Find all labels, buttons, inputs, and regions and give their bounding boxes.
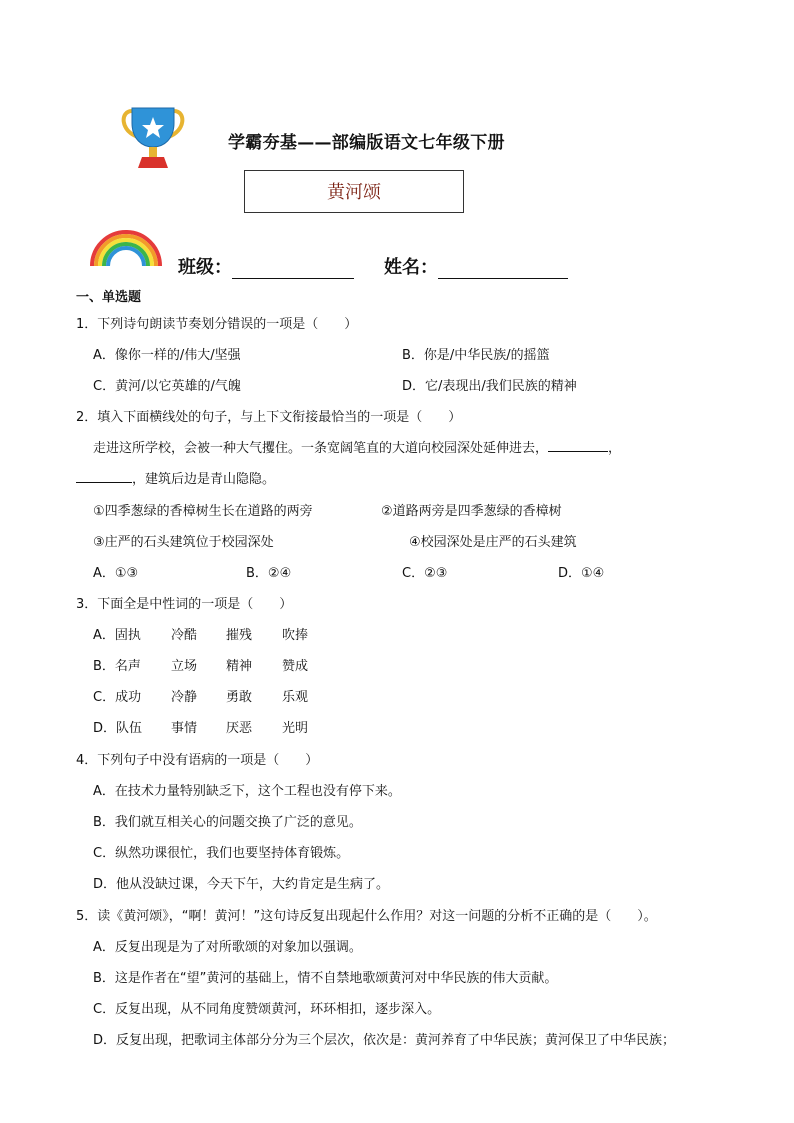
q2-passage-line-1: 走进这所学校，会被一种大气攫住。一条宽阔笔直的大道向校园深处延伸进去， ， (93, 441, 622, 456)
question-1-stem: 1．下列诗句朗读节奏划分错误的一项是（ ） (76, 317, 358, 332)
q4-option-d[interactable]: D．他从没缺过课，今天下午，大约肯定是生病了。 (93, 877, 390, 892)
q2-sentence-3: ③庄严的石头建筑位于校园深处 (93, 535, 274, 550)
question-3-stem: 3．下面全是中性词的一项是（ ） (76, 597, 293, 612)
class-blank[interactable] (232, 258, 354, 279)
q2-sentence-4: ④校园深处是庄严的石头建筑 (409, 535, 577, 550)
q2-option-d[interactable]: D．①④ (558, 566, 605, 581)
rainbow-icon (88, 226, 164, 268)
q2-blank-2[interactable] (76, 470, 132, 483)
q2-passage-text-1: 走进这所学校，会被一种大气攫住。一条宽阔笔直的大道向校园深处延伸进去， (93, 441, 549, 456)
q1-option-a[interactable]: A．像你一样的/伟大/坚强 (93, 348, 241, 363)
q3-word: 事情 (171, 721, 198, 736)
q1-option-d[interactable]: D．它/表现出/我们民族的精神 (402, 379, 577, 394)
q2-passage-text-2: ，建筑后边是青山隐隐。 (132, 472, 276, 487)
q3-word: 摧残 (226, 628, 253, 643)
q3-word: 精神 (226, 659, 253, 674)
q2-passage-line-2 (76, 468, 275, 487)
q5-option-b[interactable]: B．这是作者在“望”黄河的基础上，情不自禁地歌颂黄河对中华民族的伟大贡献。 (93, 971, 558, 986)
q3-word: 冷静 (171, 690, 198, 705)
q3-word: 乐观 (282, 690, 309, 705)
question-5-stem: 5．读《黄河颂》，“啊！黄河！”这句诗反复出现起什么作用？对这一问题的分析不正确的是（ ）。 (76, 909, 657, 924)
q3-word: 光明 (282, 721, 309, 736)
q3-option-d[interactable]: D．队伍 (93, 721, 143, 736)
question-4-stem: 4．下列句子中没有语病的一项是（ ） (76, 753, 319, 768)
q5-option-c[interactable]: C．反复出现，从不同角度赞颂黄河，环环相扣，逐步深入。 (93, 1002, 441, 1017)
q5-option-a[interactable]: A．反复出现是为了对所歌颂的对象加以强调。 (93, 940, 362, 955)
q3-option-c[interactable]: C．成功 (93, 690, 142, 705)
section-heading: 一、单选题 (76, 290, 142, 305)
q3-word: 立场 (171, 659, 198, 674)
q4-option-b[interactable]: B．我们就互相关心的问题交换了广泛的意见。 (93, 815, 362, 830)
name-label: 姓名： (384, 257, 438, 278)
q3-word: 冷酷 (171, 628, 198, 643)
q3-word: 吹捧 (282, 628, 309, 643)
q2-option-b[interactable]: B．②④ (246, 566, 292, 581)
q3-option-a[interactable]: A．固执 (93, 628, 141, 643)
q4-option-a[interactable]: A．在技术力量特别缺乏下，这个工程也没有停下来。 (93, 784, 401, 799)
q1-option-c[interactable]: C．黄河/以它英雄的/气魄 (93, 379, 241, 394)
q5-option-d[interactable]: D．反复出现，把歌词主体部分分为三个层次，依次是：黄河养育了中华民族；黄河保卫了中华民族； (93, 1033, 676, 1048)
q4-option-c[interactable]: C．纵然功课很忙，我们也要坚持体育锻炼。 (93, 846, 350, 861)
class-label: 班级： (178, 257, 232, 278)
name-blank[interactable] (438, 258, 568, 279)
class-field (178, 253, 354, 279)
q3-option-b[interactable]: B．名声 (93, 659, 141, 674)
q2-option-a[interactable]: A．①③ (93, 566, 139, 581)
q3-word: 赞成 (282, 659, 309, 674)
trophy-icon (118, 105, 188, 171)
q3-word: 厌恶 (226, 721, 253, 736)
q2-sentence-2: ②道路两旁是四季葱绿的香樟树 (381, 504, 562, 519)
q2-blank-1[interactable] (548, 439, 608, 452)
q3-word: 勇敢 (226, 690, 253, 705)
lesson-title-box (244, 170, 464, 213)
q2-option-c[interactable]: C．②③ (402, 566, 448, 581)
name-field (384, 253, 568, 279)
document-title: 学霸夯基——部编版语文七年级下册 (228, 133, 505, 153)
lesson-title: 黄河颂 (327, 182, 381, 203)
q1-option-b[interactable]: B．你是/中华民族/的摇篮 (402, 348, 550, 363)
q2-sentence-1: ①四季葱绿的香樟树生长在道路的两旁 (93, 504, 313, 519)
question-2-stem: 2．填入下面横线处的句子，与上下文衔接最恰当的一项是（ ） (76, 410, 462, 425)
